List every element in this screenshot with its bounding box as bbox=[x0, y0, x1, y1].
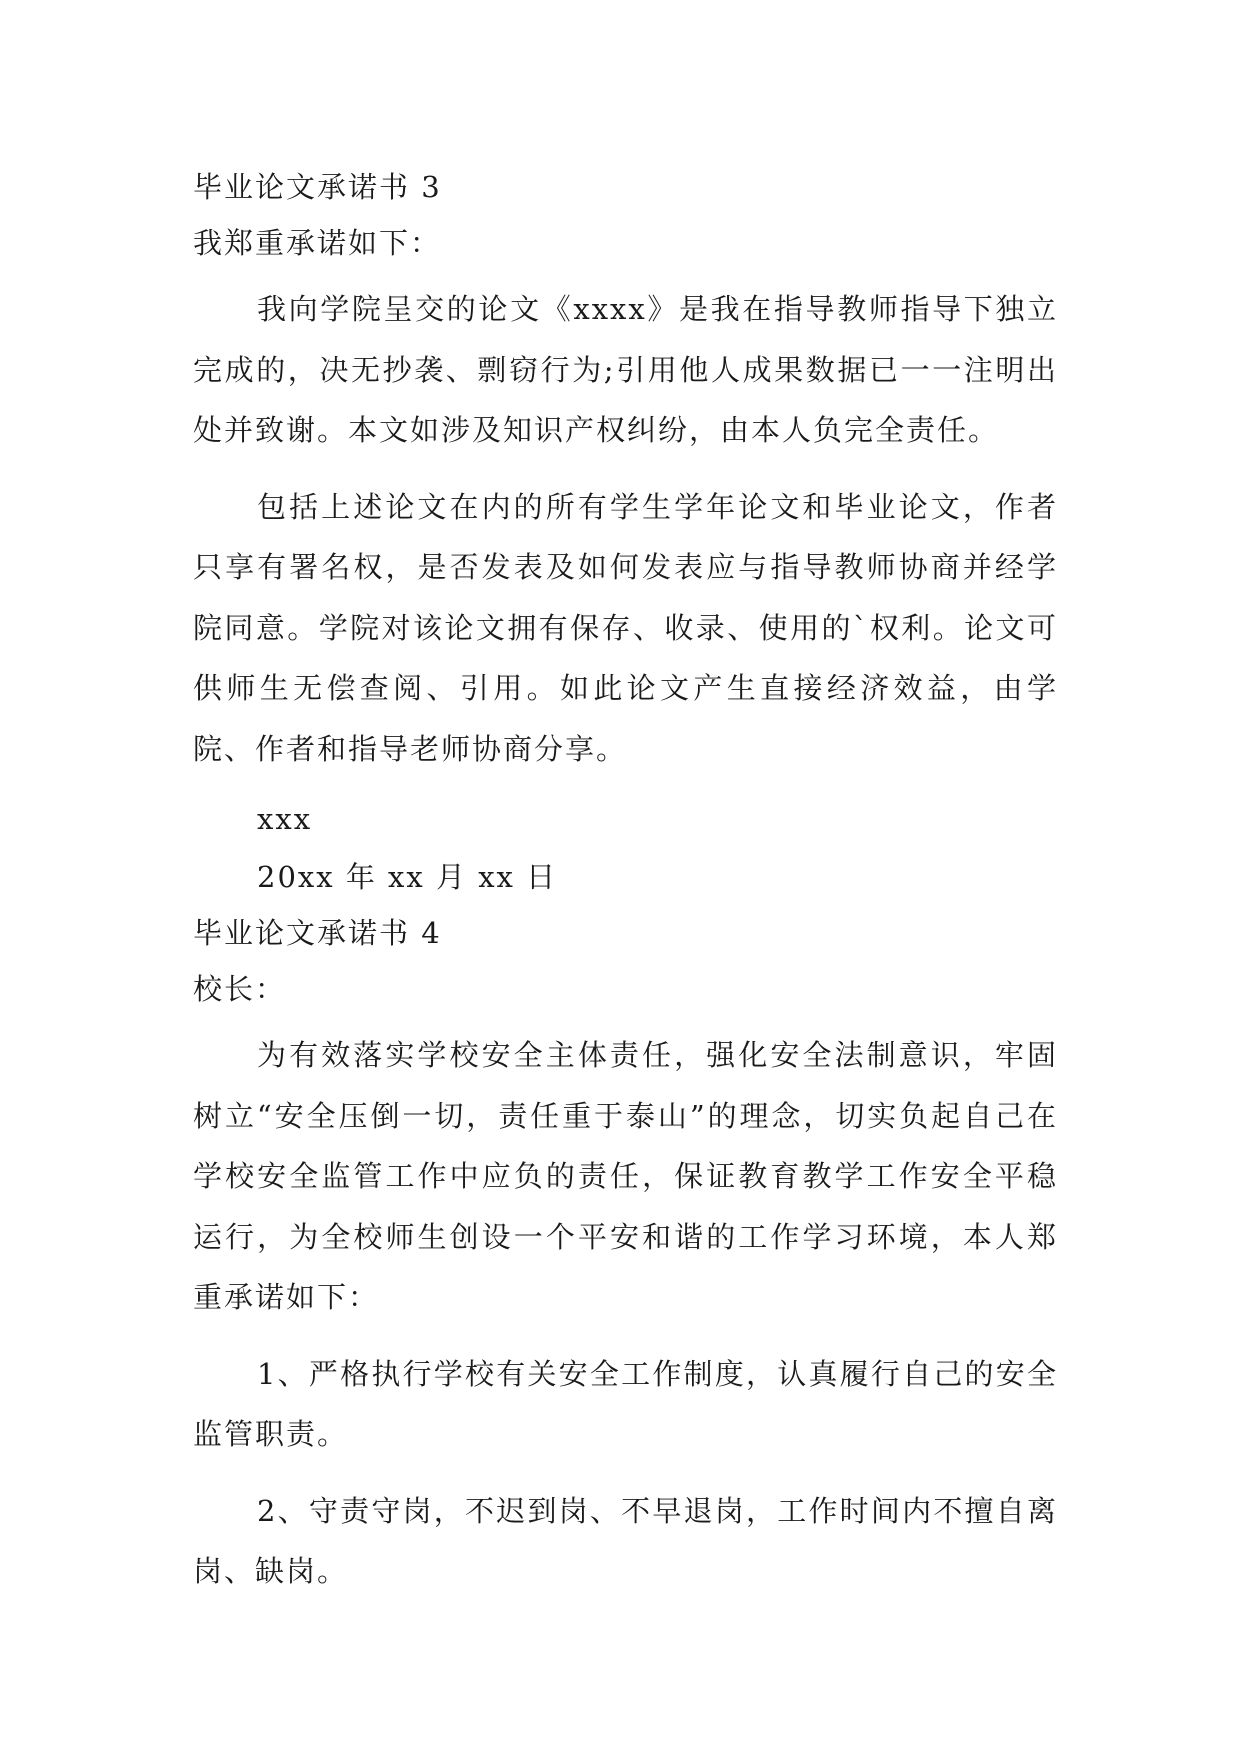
paragraph-2: 包括上述论文在内的所有学生学年论文和毕业论文，作者只享有署名权，是否发表及如何发表应与指导教师协商并经学院同意。学院对该论文拥有保存、收录、使用的`权利。论文可供师生无偿查阅、引用。如此论文产生直接经济效益，由学院、作者和指导老师协商分享。 bbox=[193, 489, 1058, 766]
list-item-2: 2、守责守岗，不迟到岗、不早退岗，工作时间内不擅自离岗、缺岗。 bbox=[193, 1493, 1058, 1588]
paragraph-3: 为有效落实学校安全主体责任，强化安全法制意识，牢固树立“安全压倒一切，责任重于泰山”的理念，切实负起自己在学校安全监管工作中应负的责任，保证教育教学工作安全平稳运行，为全校师生创设一个平安和谐的工作学习环境，本人郑重承诺如下： bbox=[193, 1038, 1058, 1314]
section-title-4: 毕业论文承诺书 4 bbox=[193, 916, 442, 950]
list-item-1: 1、严格执行学校有关安全工作制度，认真履行自己的安全监管职责。 bbox=[193, 1356, 1058, 1451]
paragraph-1: 我向学院呈交的论文《xxxx》是我在指导教师指导下独立完成的，决无抄袭、剽窃行为;引用他人成果数据已一一注明出处并致谢。本文如涉及知识产权纠纷，由本人负完全责任。 bbox=[193, 292, 1058, 447]
document-page bbox=[193, 165, 1058, 1602]
salutation-1: 我郑重承诺如下： bbox=[193, 226, 442, 260]
signature: xxx bbox=[257, 802, 313, 836]
section-title-3: 毕业论文承诺书 3 bbox=[193, 170, 442, 204]
date-line: 20xx 年 xx 月 xx 日 bbox=[257, 860, 558, 894]
salutation-2: 校长： bbox=[193, 972, 287, 1006]
